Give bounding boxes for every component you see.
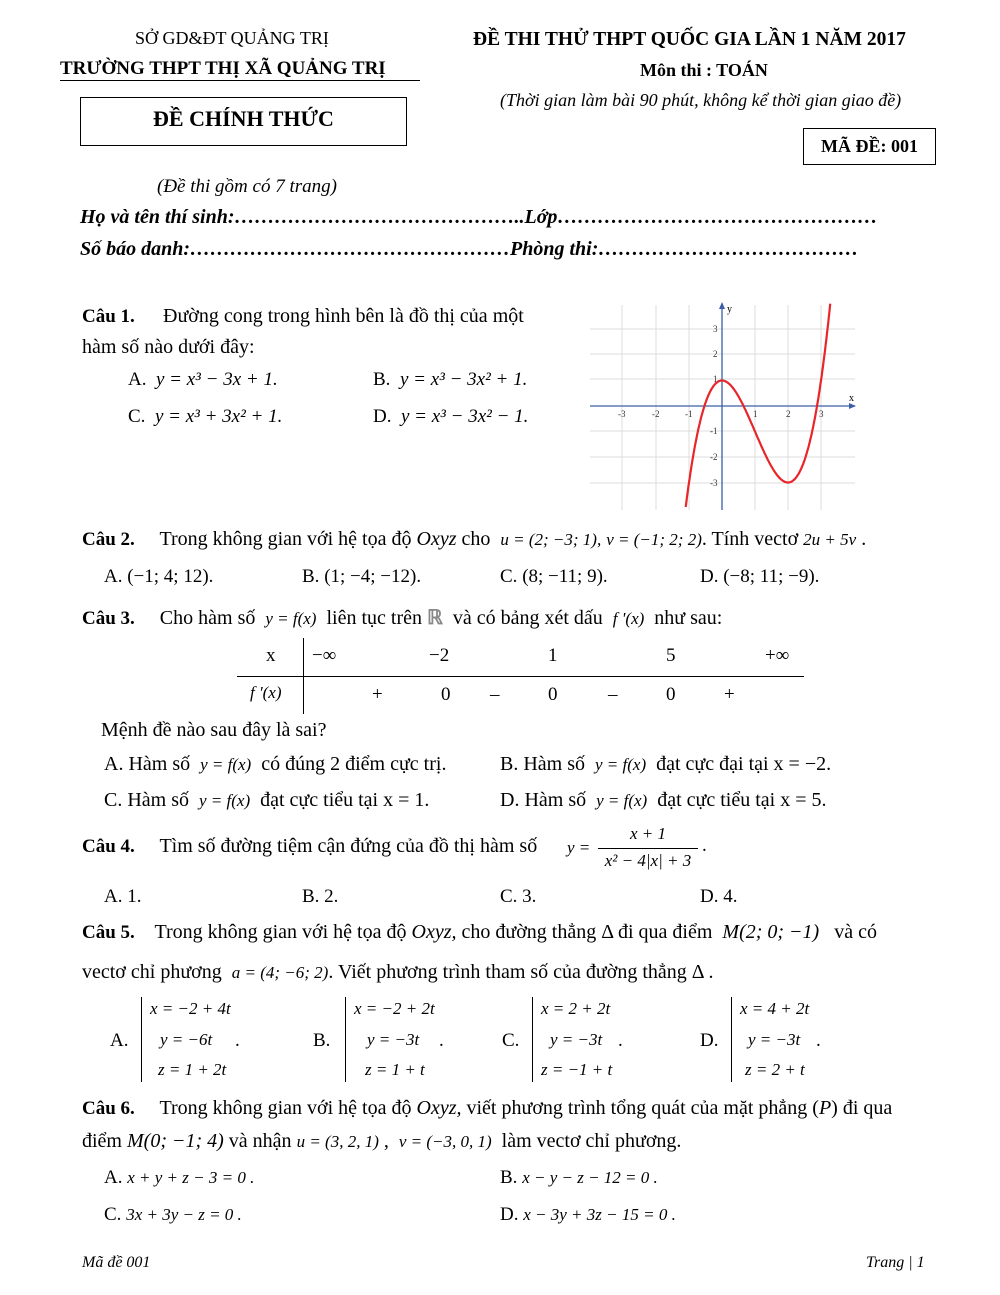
q5-option-d-label[interactable]: D.	[700, 1030, 719, 1051]
q3-stem: Câu 3. Cho hàm số y = f(x) liên tục trên ℝ và có bảng xét dấu f '(x) như sau:	[82, 607, 723, 629]
q4-fraction-bar	[598, 848, 698, 849]
y-tick: -2	[710, 452, 718, 462]
q5-c-brace	[532, 997, 533, 1082]
student-name-line	[80, 206, 877, 229]
sign-table-header-fp: f '(x)	[250, 683, 282, 702]
q5-option-c-label[interactable]: C.	[502, 1030, 520, 1051]
x-tick: 1	[753, 409, 758, 419]
q4-denominator: x² − 4|x| + 3	[604, 851, 692, 870]
q5-a-eq2: y = −6t	[160, 1030, 213, 1049]
q3-prompt: Mệnh đề nào sau đây là sai?	[101, 719, 327, 741]
q3-option-d[interactable]: D. Hàm số y = f(x) đạt cực tiểu tại x = 5.	[500, 789, 827, 811]
q2-option-a[interactable]: A. (−1; 4; 12).	[104, 566, 214, 587]
q4-stem: Câu 4. Tìm số đường tiệm cận đứng của đồ thị hàm số	[82, 835, 538, 857]
q4-option-a[interactable]: A. 1.	[104, 886, 142, 907]
q5-option-b-label[interactable]: B.	[313, 1030, 331, 1051]
sign-table-x-value: +∞	[765, 645, 790, 666]
x-tick: -3	[618, 409, 626, 419]
name-field[interactable]: ……………………………………..	[234, 206, 525, 228]
y-tick: 1	[713, 374, 718, 384]
q6-option-c[interactable]: C. 3x + 3y − z = 0 .	[104, 1204, 242, 1225]
sign-table-header-x: x	[266, 645, 276, 666]
subject: Môn thi : TOÁN	[640, 60, 768, 80]
room-field[interactable]: …………………………………	[598, 238, 859, 260]
room-label: Phòng thi:	[510, 238, 599, 260]
q2-stem: Câu 2. Trong không gian với hệ tọa độ Oxyz cho u = (2; −3; 1), v = (−1; 2; 2). Tính vectơ 2u + 5v .	[82, 528, 867, 550]
q2-expression: 2u + 5v	[803, 530, 857, 549]
q4-option-d[interactable]: D. 4.	[700, 886, 738, 907]
q5-c-eq2: y = −3t	[550, 1030, 603, 1049]
q6-option-b[interactable]: B. x − y − z − 12 = 0 .	[500, 1167, 658, 1188]
vector-u: u = (2; −3; 1),	[500, 530, 602, 549]
y-tick: -1	[710, 426, 718, 436]
q3-option-a[interactable]: A. Hàm số y = f(x) có đúng 2 điểm cực trị.	[104, 753, 447, 775]
q1-a-expr: y = x³ − 3x + 1.	[155, 369, 278, 390]
q1-option-b[interactable]: B. y = x³ − 3x² + 1.	[373, 369, 528, 390]
x-axis-label: x	[849, 393, 854, 404]
sign-table-x-value: 5	[666, 645, 676, 666]
q5-c-period: .	[618, 1030, 623, 1051]
x-tick: -1	[685, 409, 693, 419]
sign-table-divider-h	[237, 676, 804, 677]
page-count: (Đề thi gồm có 7 trang)	[157, 176, 337, 197]
footer-exam-code: Mã đề 001	[82, 1254, 151, 1271]
official-label: ĐỀ CHÍNH THỨC	[153, 106, 334, 131]
q1-text-2: hàm số nào dưới đây:	[82, 336, 255, 358]
x-tick: 3	[819, 409, 824, 419]
y-axis-arrow	[719, 302, 725, 309]
sign-table-sign: +	[372, 684, 383, 705]
q4-numerator: x + 1	[629, 824, 667, 843]
q6-option-d[interactable]: D. x − 3y + 3z − 15 = 0 .	[500, 1204, 676, 1225]
q5-a-period: .	[235, 1030, 240, 1051]
exam-title: ĐỀ THI THỬ THPT QUỐC GIA LẦN 1 NĂM 2017	[473, 29, 906, 50]
q1-text-1: Đường cong trong hình bên là đồ thị của một	[163, 305, 524, 327]
q1-c-expr: y = x³ + 3x² + 1.	[154, 406, 283, 427]
x-tick: -2	[652, 409, 660, 419]
sign-table-sign: 0	[666, 684, 676, 705]
q6-stem-2: điểm M(0; −1; 4) và nhận u = (3, 2, 1) , v = (−3, 0, 1) làm vectơ chỉ phương.	[82, 1130, 682, 1152]
q5-c-eq3: z = −1 + t	[541, 1060, 613, 1079]
vector-v: v = (−1; 2; 2)	[606, 530, 702, 549]
q5-stem-2: vectơ chỉ phương a = (4; −6; 2). Viết phương trình tham số của đường thẳng Δ .	[82, 961, 714, 983]
school-underline	[60, 80, 420, 81]
q2-option-c[interactable]: C. (8; −11; 9).	[500, 566, 608, 587]
q1-option-d[interactable]: D. y = x³ − 3x² − 1.	[373, 406, 529, 427]
x-tick: 2	[786, 409, 791, 419]
q5-d-eq1: x = 4 + 2t	[740, 999, 810, 1018]
q5-d-eq3: z = 2 + t	[745, 1060, 805, 1079]
id-field[interactable]: …………………………………………	[190, 238, 511, 260]
q2-option-d[interactable]: D. (−8; 11; −9).	[700, 566, 820, 587]
q5-b-eq1: x = −2 + 2t	[354, 999, 435, 1018]
q5-b-brace	[345, 997, 346, 1082]
q1-option-a[interactable]: A. y = x³ − 3x + 1.	[128, 369, 278, 390]
q1-option-c[interactable]: C. y = x³ + 3x² + 1.	[128, 406, 283, 427]
sign-table-x-value: −2	[429, 645, 450, 666]
q5-d-eq2: y = −3t	[748, 1030, 801, 1049]
q4-option-b[interactable]: B. 2.	[302, 886, 339, 907]
q1-b-expr: y = x³ − 3x² + 1.	[399, 369, 528, 390]
sign-table-sign: +	[724, 684, 735, 705]
q2-option-b[interactable]: B. (1; −4; −12).	[302, 566, 422, 587]
q1-label: Câu 1.	[82, 306, 135, 327]
sign-table-sign: –	[490, 684, 500, 705]
q5-a-eq3: z = 1 + 2t	[158, 1060, 227, 1079]
q3-option-b[interactable]: B. Hàm số y = f(x) đạt cực đại tại x = −2.	[500, 753, 832, 775]
q5-d-brace	[731, 997, 732, 1082]
sign-table-x-value: −∞	[312, 645, 337, 666]
q5-option-a-label[interactable]: A.	[110, 1030, 129, 1051]
q5-a-eq1: x = −2 + 4t	[150, 999, 231, 1018]
sign-table-sign: 0	[441, 684, 451, 705]
q6-option-a[interactable]: A. x + y + z − 3 = 0 .	[104, 1167, 255, 1188]
sign-table-sign: 0	[548, 684, 558, 705]
function-graph	[590, 300, 860, 512]
name-label: Họ và tên thí sinh:	[80, 206, 235, 228]
q5-d-period: .	[816, 1030, 821, 1051]
q1-d-expr: y = x³ − 3x² − 1.	[400, 406, 529, 427]
id-label: Số báo danh:	[80, 238, 191, 260]
class-label: Lớp	[524, 206, 558, 228]
class-field[interactable]: …………………………………………	[557, 206, 878, 228]
exam-time: (Thời gian làm bài 90 phút, không kể thời gian giao đề)	[500, 90, 902, 110]
sign-table-x-value: 1	[548, 645, 558, 666]
exam-code: MÃ ĐỀ: 001	[821, 136, 918, 156]
footer-page-number: Trang | 1	[866, 1254, 925, 1271]
school-name: TRƯỜNG THPT THỊ XÃ QUẢNG TRỊ	[60, 58, 386, 79]
q5-b-period: .	[439, 1030, 444, 1051]
q4-period: .	[702, 835, 707, 856]
q5-c-eq1: x = 2 + 2t	[541, 999, 611, 1018]
y-tick: 3	[713, 324, 718, 334]
q4-y: y =	[567, 838, 591, 857]
q5-stem-1: Câu 5. Trong không gian với hệ tọa độ Oxyz, cho đường thẳng Δ đi qua điểm M(2; 0; −1) và có	[82, 921, 877, 943]
sign-table-sign: –	[608, 684, 618, 705]
student-id-line	[80, 238, 858, 261]
y-tick: 2	[713, 349, 718, 359]
department: SỞ GD&ĐT QUẢNG TRỊ	[135, 28, 329, 48]
q5-b-eq3: z = 1 + t	[365, 1060, 425, 1079]
y-axis-label: y	[727, 304, 732, 315]
q5-b-eq2: y = −3t	[367, 1030, 420, 1049]
q4-option-c[interactable]: C. 3.	[500, 886, 537, 907]
q3-option-c[interactable]: C. Hàm số y = f(x) đạt cực tiểu tại x = 1.	[104, 789, 430, 811]
y-tick: -3	[710, 478, 718, 488]
q6-stem-1: Câu 6. Trong không gian với hệ tọa độ Oxyz, viết phương trình tổng quát của mặt phẳng (P) đi qua	[82, 1097, 893, 1119]
q5-a-brace	[141, 997, 142, 1082]
